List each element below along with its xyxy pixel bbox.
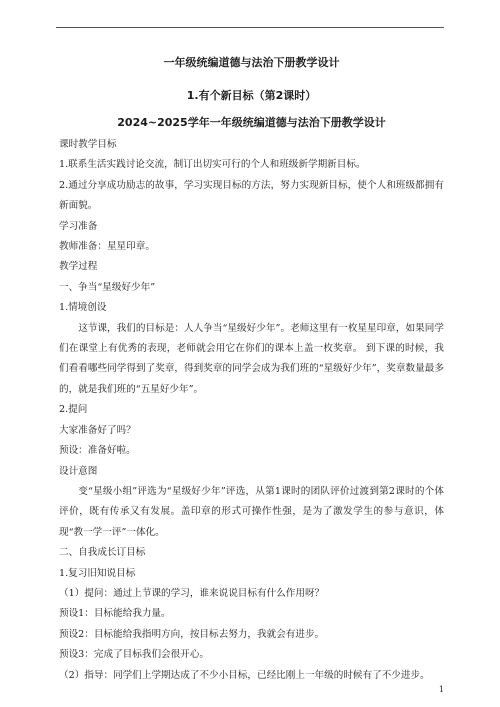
paragraph: 2.通过分享成功励志的故事，学习实现目标的方法，努力实现新目标，使个人和班级都拥有新面貌。	[59, 179, 444, 212]
paragraph: 教师准备：星星印章。	[59, 241, 155, 253]
paragraph: 这节课，我们的目标是：人人争当“星级好少年”。老师这里有一枚星星印章，如果同学们在课堂上有优秀的表现，老师就会用它在你们的课本上盖一枚奖章。 到下课的时候，我们看看哪些同学得到了奖章，得到奖章的同学会成为我们班的“星级好少年”，奖章数量最多的，就是我们班的“五星好少年”。	[59, 322, 444, 395]
document-body	[59, 49, 444, 686]
paragraph: 变“星级小组”评选为“星级好少年”评选，从第1课时的团队评价过渡到第2课时的个体评价，既有传承又有发展。盖印章的形式可操作性强，是为了激发学生的参与意识，体现“教一学一评”一体化。	[59, 485, 444, 538]
header-rule	[56, 27, 444, 28]
paragraph: 课时教学目标	[59, 139, 117, 150]
paragraph: 一、争当“星级好少年”	[59, 281, 156, 293]
subtitle: 2024~2025学年一年级统编道德与法治下册教学设计	[117, 116, 386, 129]
paragraph: （2）指导：同学们上学期达成了不少小目标，已经比刚上一年级的时候有了不少进步。	[59, 669, 430, 681]
paragraph: 2.提问	[59, 404, 88, 416]
paragraph: 教学过程	[59, 261, 98, 273]
paragraph: （1）提问：通过上节课的学习，谁来说说目标有什么作用呀？	[59, 587, 325, 599]
paragraph: 设计意图	[59, 465, 98, 477]
lesson-title: 1.有个新目标（第2课时）	[186, 89, 317, 102]
paragraph: 预设2：目标能给我指明方向，按目标去努力，我就会有进步。	[59, 628, 325, 640]
paragraph: 学习准备	[59, 220, 98, 232]
paragraph: 1.联系生活实践讨论交流，制订出切实可行的个人和班级新学期新目标。	[59, 159, 366, 171]
paragraph: 1.复习旧知说目标	[59, 567, 136, 579]
paragraph: 大家准备好了吗？	[59, 424, 136, 436]
paragraph: 预设1：目标能给我力量。	[59, 608, 171, 620]
paragraph: 二、自我成长订目标	[59, 547, 146, 559]
paragraph: 预设3：完成了目标我们会很开心。	[59, 649, 210, 661]
paragraph: 预设：准备好啦。	[59, 445, 136, 457]
paragraph: 1.情境创设	[59, 302, 107, 314]
document-title: 一年级统编道德与法治下册教学设计	[163, 56, 340, 69]
page-number: 1	[438, 685, 444, 694]
